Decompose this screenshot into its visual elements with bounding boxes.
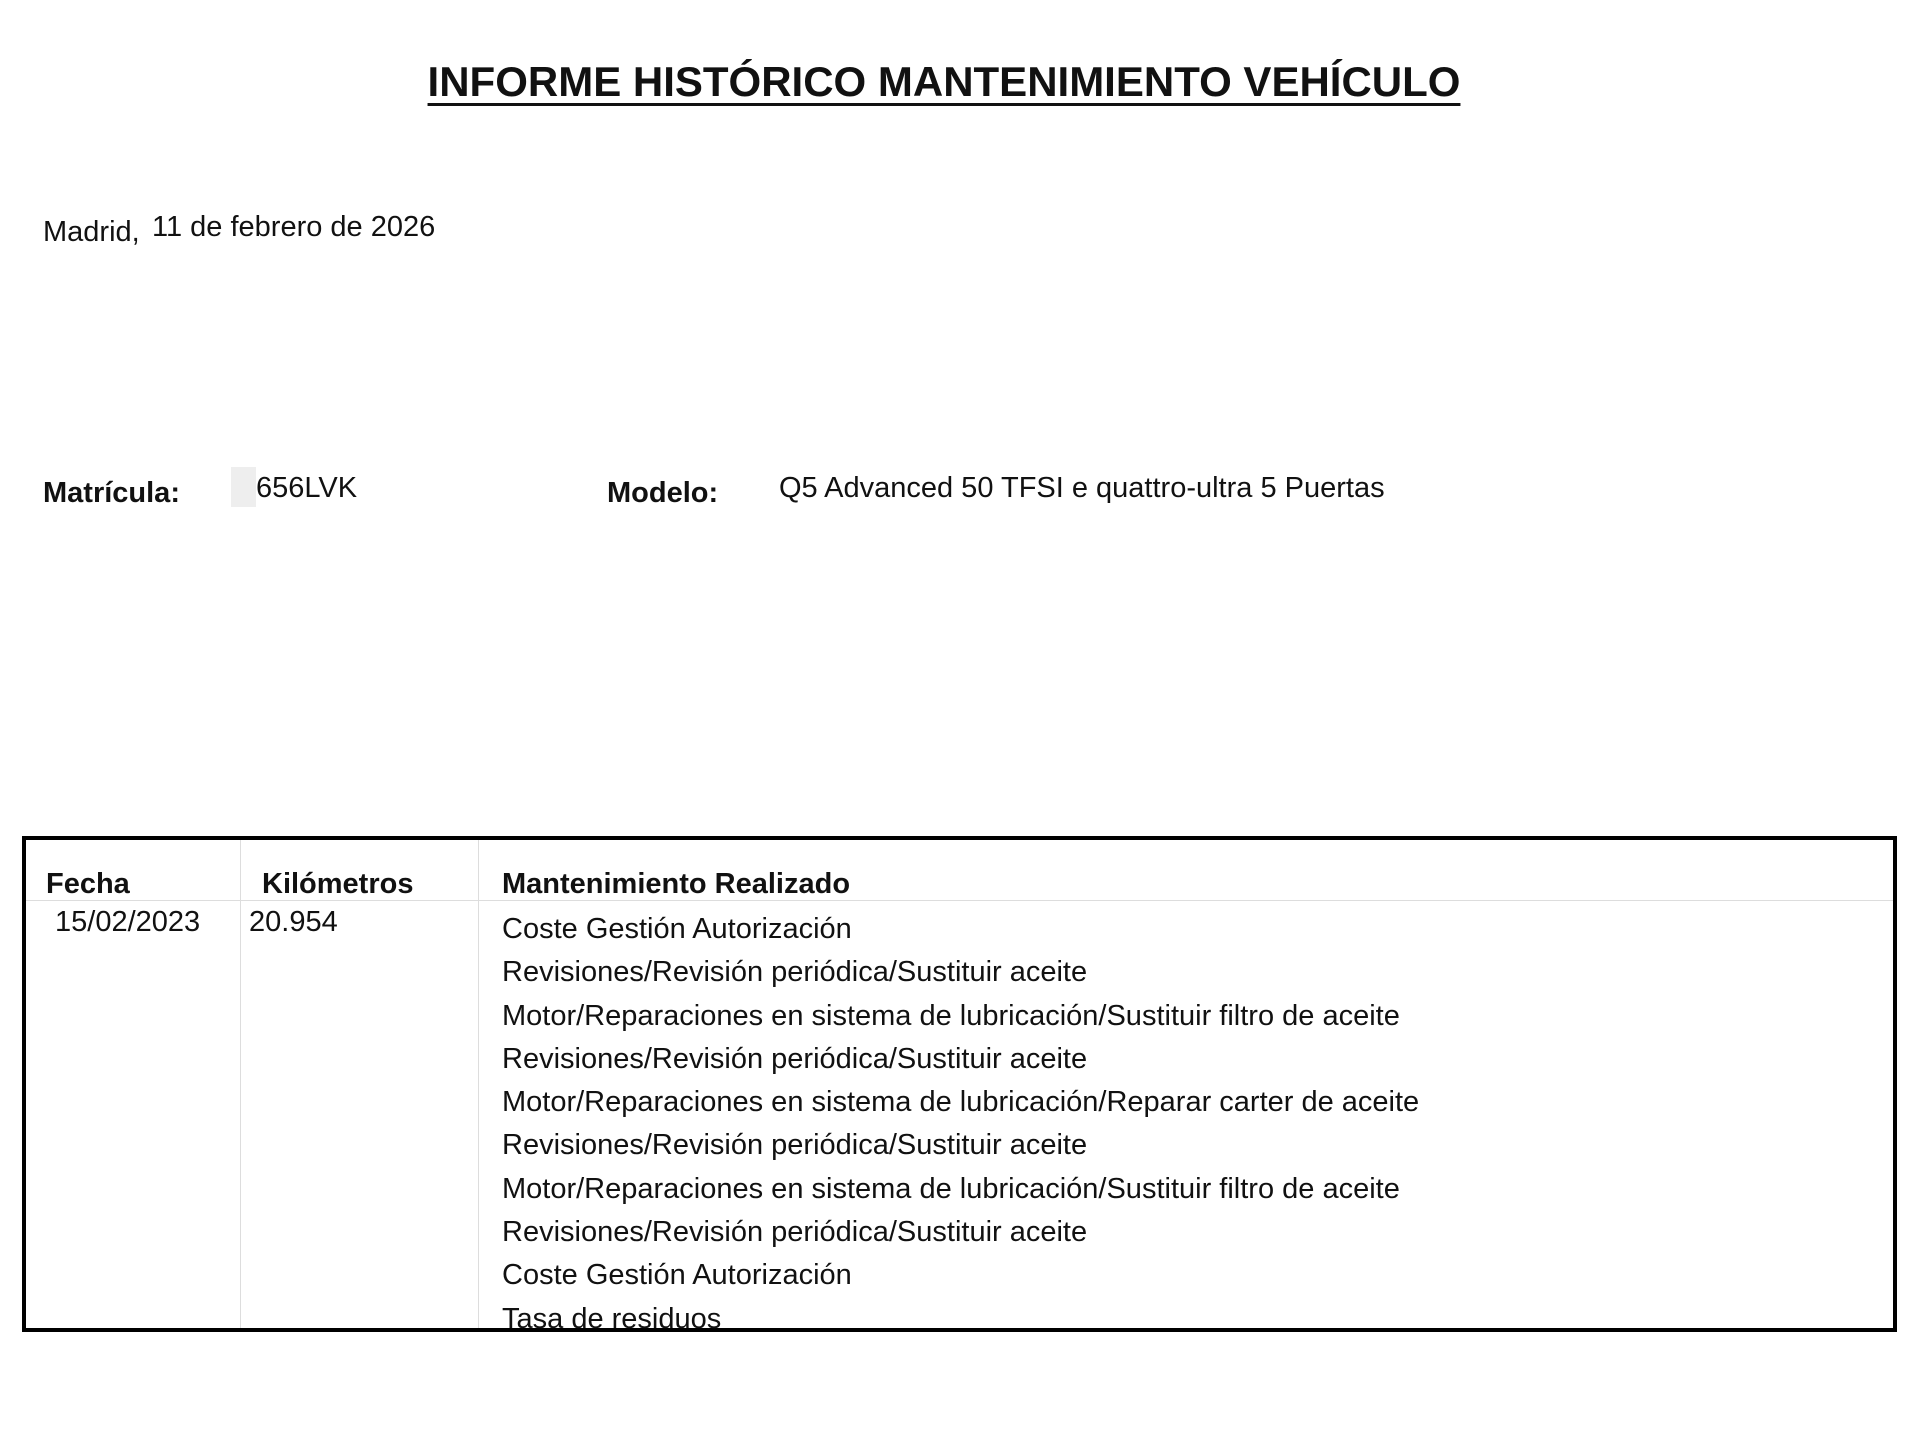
row-km: 20.954	[249, 906, 338, 938]
model-label: Modelo:	[607, 477, 719, 509]
header-date: Fecha	[46, 868, 130, 900]
header-maintenance: Mantenimiento Realizado	[502, 868, 851, 900]
redaction-box	[231, 467, 256, 507]
report-title	[0, 58, 1888, 106]
header-km: Kilómetros	[262, 868, 414, 900]
maintenance-item: Motor/Reparaciones en sistema de lubricación/Reparar carter de aceite	[502, 1086, 1420, 1119]
maintenance-item: Motor/Reparaciones en sistema de lubricación/Sustituir filtro de aceite	[502, 1172, 1400, 1205]
plate-value: 656LVK	[256, 472, 358, 504]
maintenance-item: Revisiones/Revisión periódica/Sustituir aceite	[502, 1042, 1088, 1075]
maintenance-item: Tasa de residuos	[502, 1302, 722, 1335]
maintenance-item: Coste Gestión Autorización	[502, 1259, 852, 1292]
maintenance-item: Revisiones/Revisión periódica/Sustituir aceite	[502, 956, 1088, 989]
place-text: Madrid,	[43, 216, 140, 248]
row-date: 15/02/2023	[55, 906, 201, 938]
column-divider	[478, 840, 479, 1328]
maintenance-table	[22, 836, 1897, 1335]
maintenance-item: Motor/Reparaciones en sistema de lubricación/Sustituir filtro de aceite	[502, 999, 1400, 1032]
maintenance-list	[502, 908, 1419, 1341]
maintenance-item: Revisiones/Revisión periódica/Sustituir aceite	[502, 1216, 1088, 1249]
plate-label: Matrícula:	[43, 477, 180, 509]
column-divider	[240, 840, 241, 1328]
maintenance-item: Revisiones/Revisión periódica/Sustituir aceite	[502, 1129, 1088, 1162]
report-title-text: INFORME HISTÓRICO MANTENIMIENTO VEHÍCULO	[427, 58, 1461, 105]
maintenance-item: Coste Gestión Autorización	[502, 913, 852, 945]
model-value: Q5 Advanced 50 TFSI e quattro-ultra 5 Puertas	[779, 472, 1385, 504]
date-text: 11 de febrero de 2026	[152, 211, 436, 243]
